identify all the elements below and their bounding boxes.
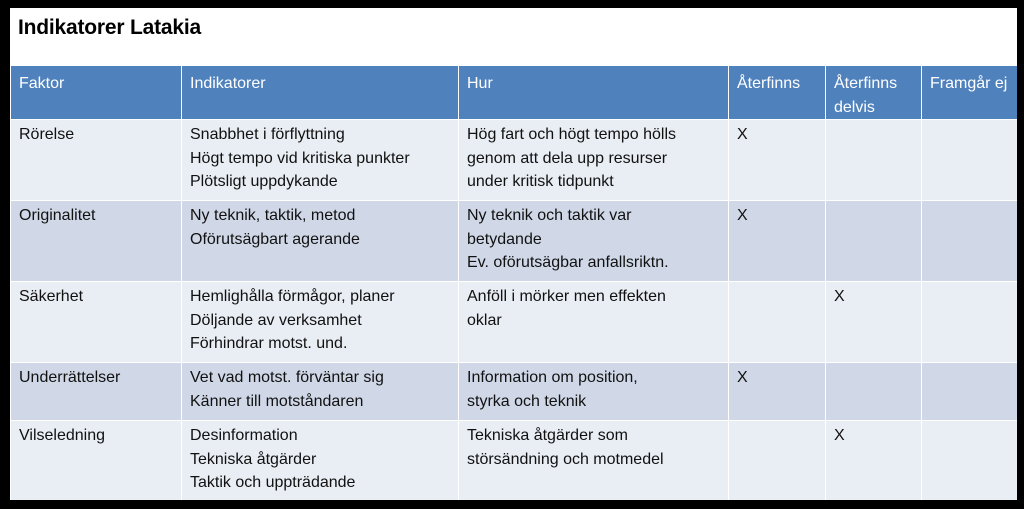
table-row <box>11 120 1018 201</box>
cell-framgar-ej <box>922 363 1018 421</box>
cell-hur <box>459 363 729 421</box>
cell-line: Hög fart och högt tempo hölls <box>467 126 677 143</box>
cell-indikatorer <box>182 363 459 421</box>
cell-framgar-ej <box>922 282 1018 363</box>
cell-aterfinns-delvis <box>826 120 922 201</box>
cell-framgar-ej <box>922 421 1018 501</box>
cell-line: Förhindrar motst. und. <box>190 335 348 352</box>
header-aterfinns: Återfinns <box>729 66 826 120</box>
indicator-table <box>10 65 1017 500</box>
cell-line: Högt tempo vid kritiska punkter <box>190 149 410 167</box>
table-row <box>11 421 1018 501</box>
cell-hur <box>459 201 729 282</box>
cell-line: Information om position, <box>467 369 638 386</box>
cell-aterfinns-delvis <box>826 363 922 421</box>
cell-line: Snabbhet i förflyttning <box>190 126 345 143</box>
cell-aterfinns <box>729 421 826 501</box>
cell-faktor: Vilseledning <box>11 421 182 501</box>
cell-line: under kritisk tidpunkt <box>467 173 614 190</box>
header-indikatorer: Indikatorer <box>182 66 459 120</box>
cell-faktor: Rörelse <box>11 120 182 201</box>
cell-line: Ny teknik och taktik var <box>467 207 632 224</box>
cell-indikatorer <box>182 421 459 501</box>
slide <box>10 8 1017 500</box>
header-aterfinns-delvis: Återfinns delvis <box>826 66 922 120</box>
cell-faktor: Underrättelser <box>11 363 182 421</box>
cell-line: Tekniska åtgärder <box>190 450 317 468</box>
cell-line: Vet vad motst. förväntar sig <box>190 369 384 386</box>
cell-line: Ny teknik, taktik, metod <box>190 207 356 224</box>
cell-indikatorer <box>182 120 459 201</box>
header-faktor: Faktor <box>11 66 182 120</box>
cell-indikatorer <box>182 201 459 282</box>
cell-aterfinns-delvis <box>826 201 922 282</box>
cell-line: Tekniska åtgärder som <box>467 427 628 444</box>
cell-hur <box>459 282 729 363</box>
cell-line: Taktik och uppträdande <box>190 474 356 491</box>
cell-aterfinns: X <box>729 120 826 201</box>
cell-hur <box>459 421 729 501</box>
table-row <box>11 282 1018 363</box>
header-framgar-ej: Framgår ej <box>922 66 1018 120</box>
cell-faktor: Säkerhet <box>11 282 182 363</box>
cell-line: Ev. oförutsägbar anfallsriktn. <box>467 254 669 271</box>
cell-line: Desinformation <box>190 427 298 444</box>
cell-line: oklar <box>467 311 502 329</box>
cell-line: genom att dela upp resurser <box>467 149 668 167</box>
cell-line: Hemlighålla förmågor, planer <box>190 288 395 305</box>
table-row <box>11 201 1018 282</box>
cell-aterfinns-delvis: X <box>826 421 922 501</box>
cell-line: Oförutsägbart agerande <box>190 230 360 248</box>
cell-line: Känner till motståndaren <box>190 392 364 410</box>
cell-indikatorer <box>182 282 459 363</box>
cell-hur <box>459 120 729 201</box>
cell-aterfinns-delvis: X <box>826 282 922 363</box>
cell-framgar-ej <box>922 201 1018 282</box>
cell-line: Plötsligt uppdykande <box>190 173 338 190</box>
cell-line: Anföll i mörker men effekten <box>467 288 666 305</box>
cell-framgar-ej <box>922 120 1018 201</box>
cell-line: störsändning och motmedel <box>467 450 664 468</box>
cell-aterfinns <box>729 282 826 363</box>
cell-line: styrka och teknik <box>467 392 587 410</box>
cell-aterfinns: X <box>729 363 826 421</box>
cell-aterfinns: X <box>729 201 826 282</box>
cell-line: betydande <box>467 230 542 248</box>
header-row <box>11 66 1018 120</box>
table-row <box>11 363 1018 421</box>
page-title: Indikatorer Latakia <box>18 16 201 39</box>
cell-faktor: Originalitet <box>11 201 182 282</box>
header-hur: Hur <box>459 66 729 120</box>
cell-line: Döljande av verksamhet <box>190 311 362 329</box>
